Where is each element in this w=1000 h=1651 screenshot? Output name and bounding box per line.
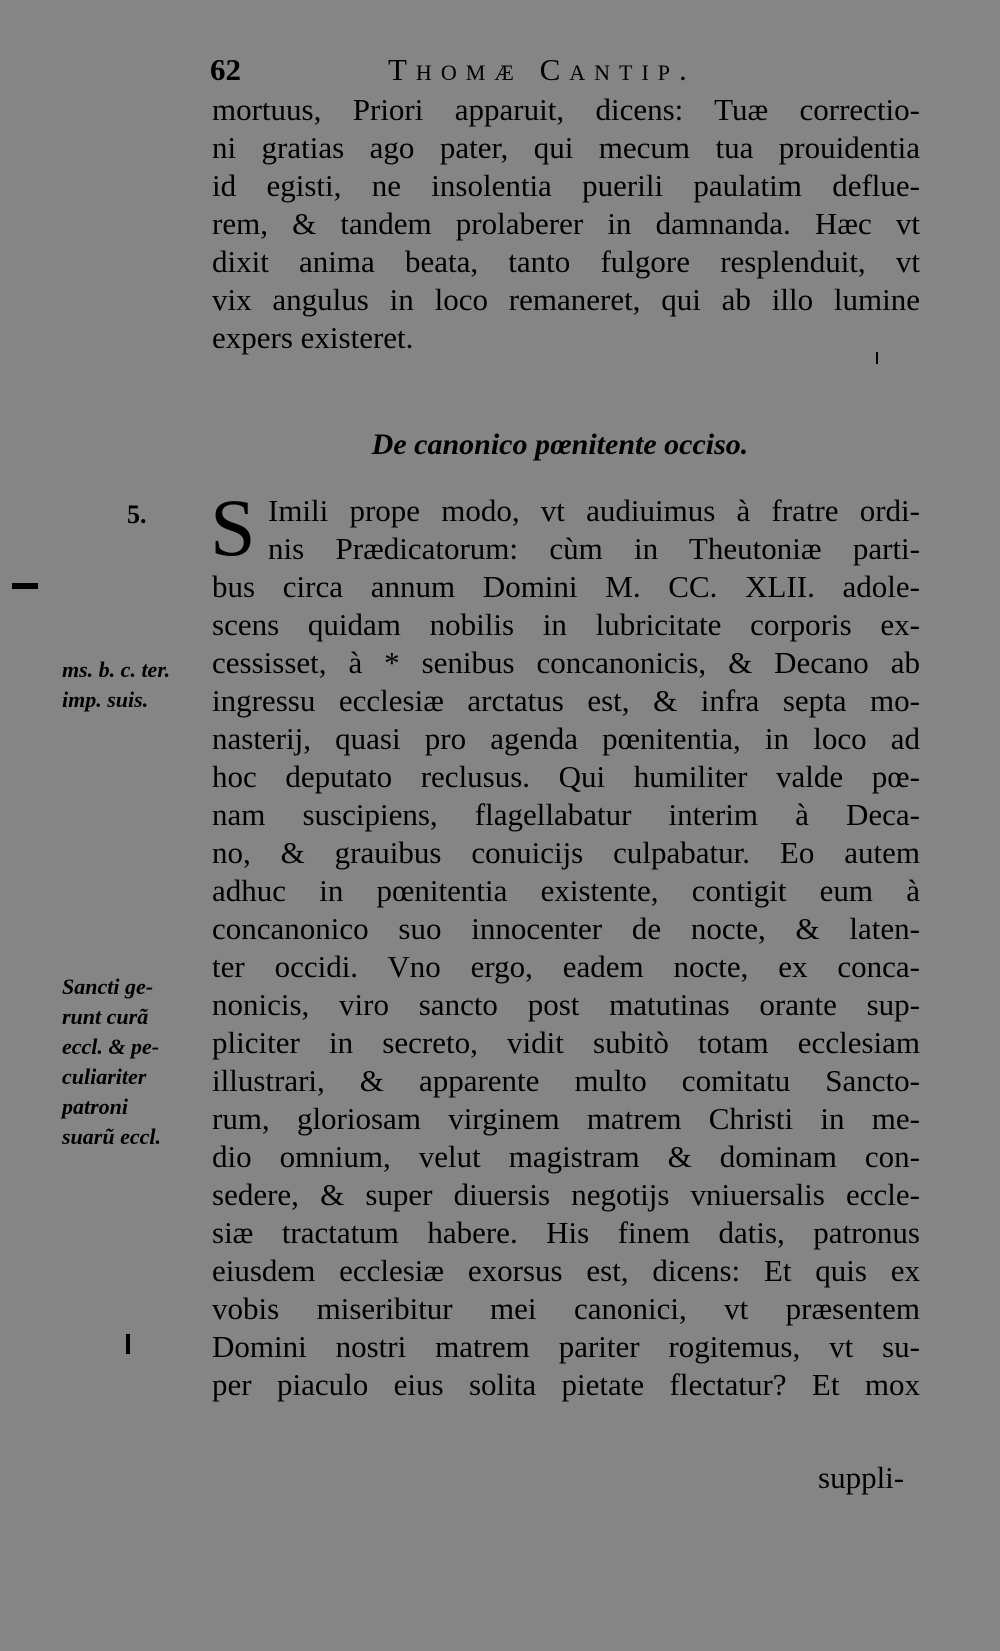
paragraph-number: 5. <box>127 500 147 529</box>
text-line: scens quidam nobilis in lubricitate corporis ex- <box>212 607 920 642</box>
text-line: nam suscipiens, flagellabatur interim à Deca- <box>212 797 920 832</box>
margin-note-line: runt curã <box>62 1004 149 1029</box>
margin-note-line: eccl. & pe- <box>62 1034 160 1059</box>
ink-speck <box>126 1334 130 1354</box>
text-line: per piaculo eius solita pietate flectatur? Et mox <box>212 1367 920 1402</box>
text-line: bus circa annum Domini M. CC. XLII. adole- <box>212 569 920 604</box>
catchword: suppli- <box>818 1460 905 1495</box>
text-line: Imili prope modo, vt audiuimus à fratre ordi- <box>268 493 920 528</box>
text-line: rem, & tandem prolaberer in damnanda. Hæc vt <box>212 206 920 241</box>
text-line: adhuc in pœnitentia existente, contigit eum à <box>212 873 920 908</box>
text-line: siæ tractatum habere. His finem datis, patronus <box>212 1215 920 1250</box>
text-line: eiusdem ecclesiæ exorsus est, dicens: Et quis ex <box>212 1253 920 1288</box>
text-line: ter occidi. Vno ergo, eadem nocte, ex conca- <box>212 949 920 984</box>
margin-note-line: Sancti ge- <box>62 974 154 999</box>
text-line: Domini nostri matrem pariter rogitemus, vt su- <box>212 1329 920 1364</box>
text-line: ni gratias ago pater, qui mecum tua prouidentia <box>212 130 920 165</box>
drop-cap: S <box>210 482 256 573</box>
text-line: sedere, & super diuersis negotijs vniuersalis eccle- <box>212 1177 920 1212</box>
margin-note-line: ms. b. c. ter. <box>62 657 171 682</box>
page-number: 62 <box>210 52 241 87</box>
ink-speck <box>12 583 38 589</box>
text-line: hoc deputato reclusus. Qui humiliter valde pœ- <box>212 759 920 794</box>
margin-note-line: suarũ eccl. <box>62 1124 161 1149</box>
text-line: id egisti, ne insolentia puerili paulatim deflue- <box>212 168 920 203</box>
text-line: nasterij, quasi pro agenda pœnitentia, in loco ad <box>212 721 920 756</box>
text-line: expers existeret. <box>212 320 414 355</box>
text-line: ingressu ecclesiæ arctatus est, & infra septa mo- <box>212 683 920 718</box>
text-line: cessisset, à * senibus concanonicis, & Decano ab <box>212 645 920 680</box>
text-line: dixit anima beata, tanto fulgore resplenduit, vt <box>212 244 920 279</box>
page-header <box>210 52 930 94</box>
text-line: no, & grauibus conuicijs culpabatur. Eo autem <box>212 835 920 870</box>
text-line: nonicis, viro sancto post matutinas orante sup- <box>212 987 920 1022</box>
text-line: rum, gloriosam virginem matrem Christi in me- <box>212 1101 920 1136</box>
text-line: mortuus, Priori apparuit, dicens: Tuæ correctio- <box>212 92 920 127</box>
section-heading: De canonico pœnitente occiso. <box>371 428 749 461</box>
margin-note-line: culiariter <box>62 1064 147 1089</box>
margin-note-reference <box>62 655 170 715</box>
running-title: Thomæ Cantip. <box>388 52 696 87</box>
text-line: dio omnium, velut magistram & dominam con- <box>212 1139 920 1174</box>
text-line: vobis miseribitur mei canonici, vt præsentem <box>212 1291 920 1326</box>
margin-note-line: imp. suis. <box>62 687 149 712</box>
text-line: vix angulus in loco remaneret, qui ab illo lumine <box>212 282 920 317</box>
text-line: concanonico suo innocenter de nocte, & laten- <box>212 911 920 946</box>
margin-note-line: patroni <box>62 1094 129 1119</box>
text-line: illustrari, & apparente multo comitatu Sancto- <box>212 1063 920 1098</box>
ink-speck <box>876 352 878 364</box>
margin-note-gloss <box>62 972 161 1152</box>
text-line: nis Prædicatorum: cùm in Theutoniæ parti- <box>268 531 920 566</box>
text-line: pliciter in secreto, vidit subitò totam ecclesiam <box>212 1025 920 1060</box>
